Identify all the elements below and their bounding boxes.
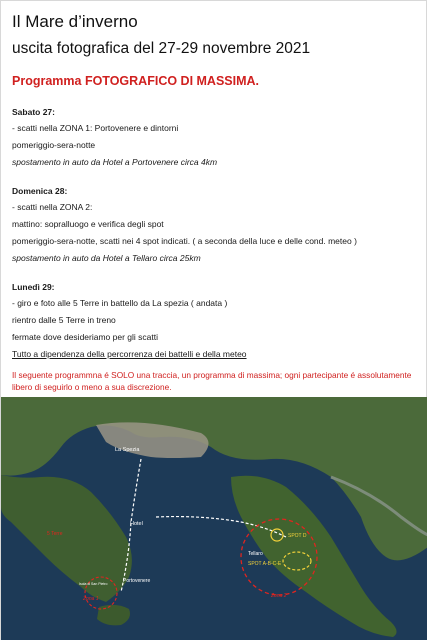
map-label-la-spezia: La Spezia <box>115 447 140 453</box>
map-label-cinque-terre: 5 Terre <box>47 531 63 537</box>
document-title: Il Mare d’inverno <box>12 12 138 31</box>
text-area <box>12 11 420 393</box>
day-line: - scatti nella ZONA 2: <box>12 202 93 212</box>
day-line: - giro e foto alle 5 Terre in battello da La spezia ( andata ) <box>12 298 228 308</box>
map-svg <box>1 397 427 640</box>
day-line: spostamento in auto da Hotel a Tellaro circa 25km <box>12 253 201 263</box>
map-island <box>97 605 130 625</box>
map-label-zona2: Zona 2 <box>271 593 287 599</box>
day-line: Tutto a dipendenza della percorrenza dei battelli e della meteo <box>12 349 247 359</box>
disclaimer: Il seguente programmna é SOLO una traccia, un programma di massima; ogni partecipante é assolutamente libero di seguirlo o meno a sua discrezione. <box>12 370 412 392</box>
map-label-spot-abc: SPOT A-B-C-E <box>248 561 282 567</box>
day-section-saturday <box>12 106 420 168</box>
day-title: Domenica 28: <box>12 186 68 196</box>
day-line: pomeriggio-sera-notte <box>12 140 96 150</box>
day-line: rientro dalle 5 Terre in treno <box>12 315 116 325</box>
map-label-spot-d: SPOT D <box>288 533 307 539</box>
program-heading: Programma FOTOGRAFICO DI MASSIMA. <box>12 74 260 88</box>
day-title: Lunedì 29: <box>12 282 55 292</box>
map-label-small: Isola di San Pietro <box>79 582 108 586</box>
day-line: - scatti nella ZONA 1: Portovenere e dintorni <box>12 123 179 133</box>
day-line: fermate dove desideriamo per gli scatti <box>12 332 158 342</box>
day-section-sunday <box>12 185 420 264</box>
day-line: pomeriggio-sera-notte, scatti nei 4 spot indicati. ( a seconda della luce e delle cond. meteo ) <box>12 236 357 246</box>
day-section-monday <box>12 281 420 360</box>
day-line: mattino: sopralluogo e verifica degli spot <box>12 219 164 229</box>
map-label-hotel: Hotel <box>130 521 143 527</box>
satellite-map <box>1 397 427 640</box>
map-label-tellaro: Tellaro <box>248 551 263 557</box>
map-label-zona1: Zona 1 <box>83 596 99 602</box>
day-line: spostamento in auto da Hotel a Portovenere circa 4km <box>12 157 218 167</box>
map-label-portovenere: Portovenere <box>123 578 151 584</box>
day-title: Sabato 27: <box>12 107 55 117</box>
document-subtitle: uscita fotografica del 27-29 novembre 2021 <box>12 40 311 57</box>
